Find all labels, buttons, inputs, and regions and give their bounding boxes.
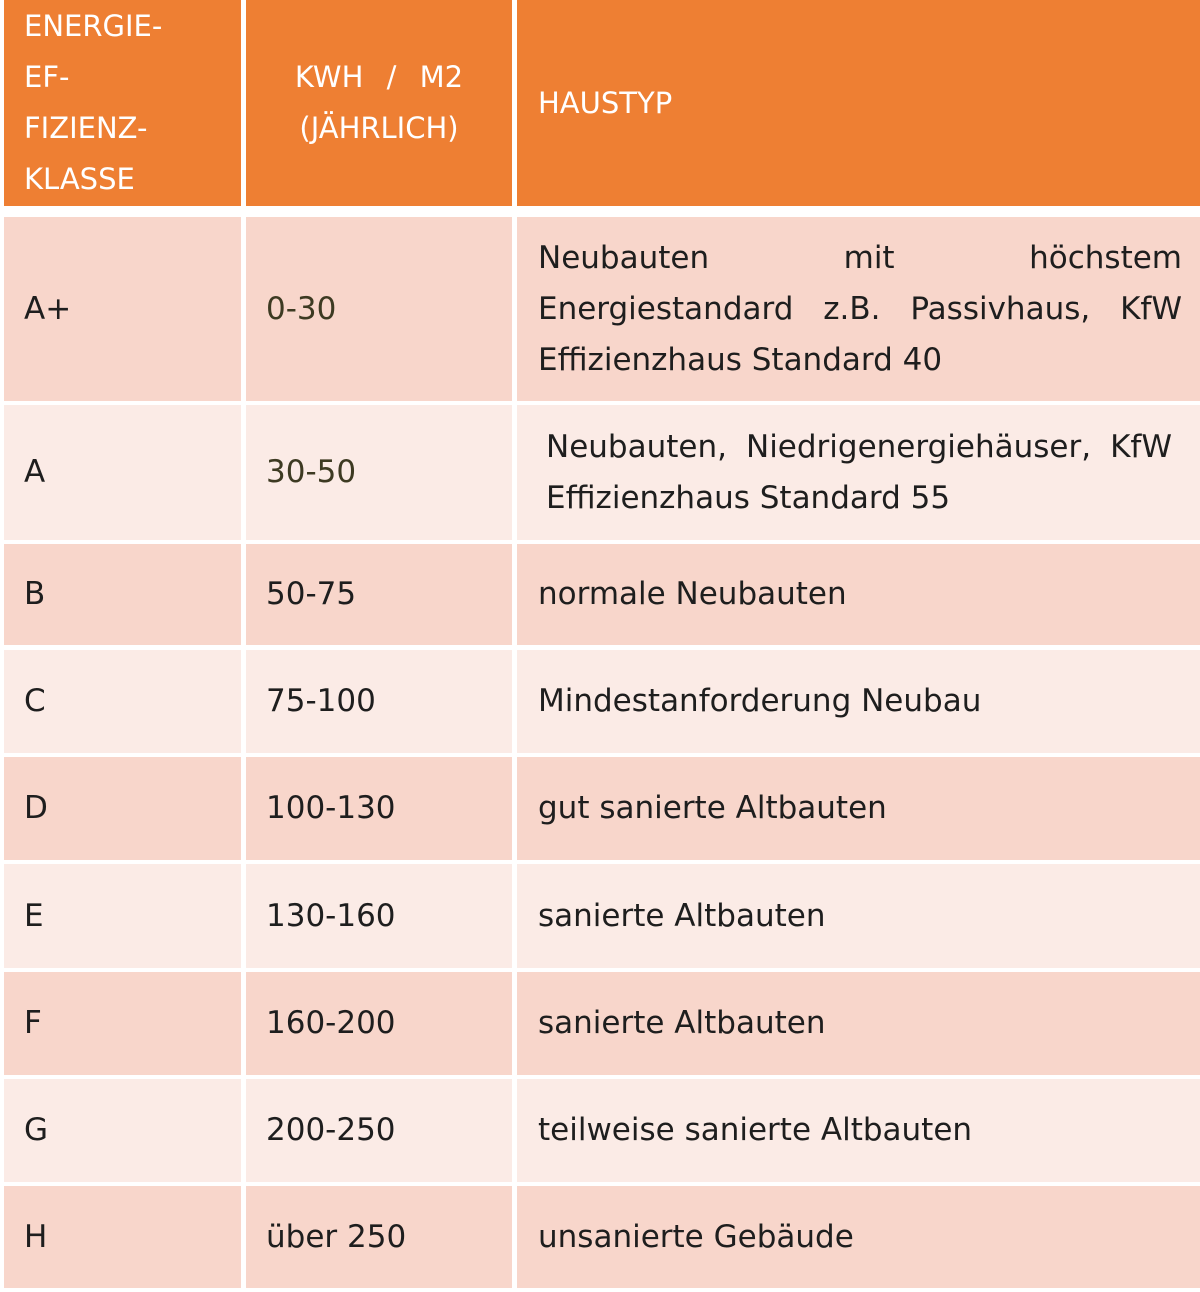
haustyp-text: sanierte Altbauten <box>538 1005 826 1041</box>
klasse-label: A+ <box>24 290 72 327</box>
table-row-haustyp <box>517 1186 1200 1288</box>
kwh-value: 50-75 <box>266 576 357 612</box>
haustyp-text: Neubauten, Niedrigenergiehäuser, KfW Effizienzhaus Standard 55 <box>546 428 1172 516</box>
table-row-kwh <box>246 757 512 860</box>
table-row-kwh <box>246 864 512 968</box>
klasse-label: A <box>24 454 46 490</box>
table-row-klasse <box>4 1186 241 1288</box>
table-row-kwh <box>246 972 512 1075</box>
header-klasse-line: FIZIENZ- <box>24 111 148 145</box>
haustyp-text: gut sanierte Altbauten <box>538 790 887 826</box>
table-row-klasse <box>4 650 241 753</box>
kwh-value: 0-30 <box>266 290 337 327</box>
header-klasse-line: KLASSE <box>24 162 135 196</box>
table-row-haustyp <box>517 1079 1200 1182</box>
header-klasse-line: EF- <box>24 60 70 94</box>
table-row-haustyp <box>517 864 1200 968</box>
table-row-haustyp <box>517 650 1200 753</box>
table-row-klasse <box>4 544 241 645</box>
header-kwh-cell <box>246 0 512 206</box>
haustyp-text: teilweise sanierte Altbauten <box>538 1112 973 1148</box>
table-row-haustyp <box>517 217 1200 401</box>
kwh-value: 75-100 <box>266 683 376 719</box>
kwh-value: 30-50 <box>266 454 357 490</box>
table-row-kwh <box>246 1079 512 1182</box>
table-row-klasse <box>4 217 241 401</box>
header-klasse-line: ENERGIE- <box>24 9 163 43</box>
kwh-value: 200-250 <box>266 1112 396 1148</box>
klasse-label: H <box>24 1218 48 1255</box>
klasse-label: B <box>24 576 46 612</box>
header-haustyp-cell <box>517 0 1200 206</box>
klasse-label: C <box>24 683 46 719</box>
header-kwh-line: KWH / M2 <box>294 60 464 94</box>
header-klasse-cell <box>4 0 241 206</box>
table-row-klasse <box>4 864 241 968</box>
klasse-label: G <box>24 1112 49 1148</box>
klasse-label: F <box>24 1005 42 1041</box>
table-row-haustyp <box>517 544 1200 645</box>
table-row-kwh <box>246 544 512 645</box>
table-row-klasse <box>4 757 241 860</box>
table-row-haustyp <box>517 757 1200 860</box>
table-row-haustyp <box>517 972 1200 1075</box>
table-row-haustyp <box>517 405 1200 540</box>
table-row-kwh <box>246 650 512 753</box>
table-row-klasse <box>4 972 241 1075</box>
haustyp-text: Neubauten mit höchstem Energiestandard z.B. Passivhaus, KfW Effizienzhaus Standard 40 <box>538 239 1182 378</box>
haustyp-text: normale Neubauten <box>538 576 847 612</box>
table-row-kwh <box>246 217 512 401</box>
kwh-value: 130-160 <box>266 897 396 934</box>
table-row-kwh <box>246 405 512 540</box>
header-kwh-line: (JÄHRLICH) <box>299 111 459 145</box>
haustyp-text: Mindestanforderung Neubau <box>538 683 982 719</box>
klasse-label: E <box>24 897 44 934</box>
header-haustyp: HAUSTYP <box>538 85 673 120</box>
table-row-kwh <box>246 1186 512 1288</box>
klasse-label: D <box>24 790 48 826</box>
table-row-klasse <box>4 405 241 540</box>
kwh-value: über 250 <box>266 1218 407 1255</box>
table-row-klasse <box>4 1079 241 1182</box>
kwh-value: 160-200 <box>266 1005 396 1041</box>
kwh-value: 100-130 <box>266 790 396 826</box>
haustyp-text: sanierte Altbauten <box>538 897 826 934</box>
haustyp-text: unsanierte Gebäude <box>538 1218 854 1255</box>
